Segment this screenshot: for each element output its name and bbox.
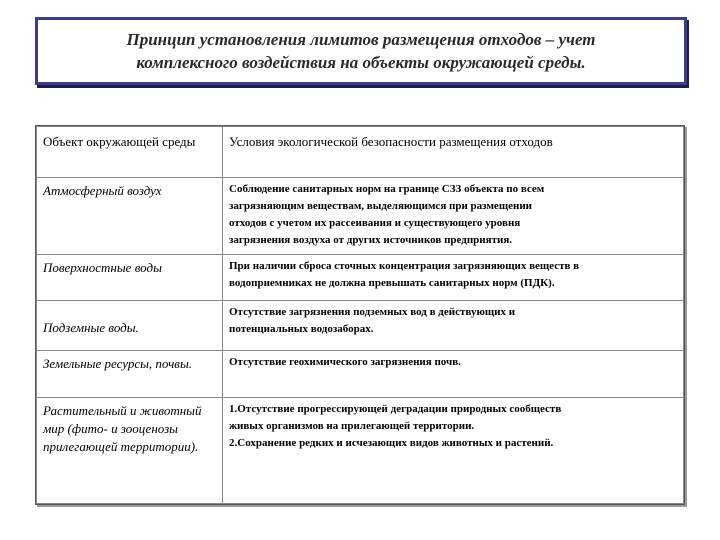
row-conditions bbox=[223, 351, 684, 398]
table-row bbox=[37, 178, 684, 255]
condition-line: загрязнения воздуха от других источников предприятия. bbox=[229, 234, 513, 246]
condition-line: живых организмов на прилегающей территории. bbox=[229, 420, 475, 432]
row-object: Земельные ресурсы, почвы. bbox=[37, 351, 223, 398]
slide-title-box bbox=[35, 17, 687, 85]
row-conditions bbox=[223, 178, 684, 255]
row-object: Поверхностные воды bbox=[37, 255, 223, 301]
row-object: Атмосферный воздух bbox=[37, 178, 223, 255]
condition-line: водоприемниках не должна превышать санитарных норм (ПДК). bbox=[229, 277, 555, 289]
table-row bbox=[37, 351, 684, 398]
table-row bbox=[37, 255, 684, 301]
table-row bbox=[37, 398, 684, 504]
condition-line: загрязняющим веществам, выделяющимся при размещении bbox=[229, 200, 532, 212]
header-conditions: Условия экологической безопасности размещения отходов bbox=[223, 127, 684, 178]
condition-line: При наличии сброса сточных концентрация загрязняющих веществ в bbox=[229, 260, 580, 272]
row-object: Подземные воды. bbox=[37, 301, 223, 351]
condition-line: 1.Отсутствие прогрессирующей деградации природных сообществ bbox=[229, 403, 562, 415]
row-object: Растительный и животный мир (фито- и зооценозы прилегающей территории). bbox=[37, 398, 223, 504]
row-conditions bbox=[223, 255, 684, 301]
header-object: Объект окружающей среды bbox=[37, 127, 223, 178]
condition-line: 2.Сохранение редких и исчезающих видов животных и растений. bbox=[229, 437, 554, 449]
row-conditions bbox=[223, 398, 684, 504]
table-header-row bbox=[37, 127, 684, 178]
condition-line: Отсутствие загрязнения подземных вод в действующих и bbox=[229, 306, 516, 318]
table-row bbox=[37, 301, 684, 351]
slide-title-line-1: Принцип установления лимитов размещения отходов – учет bbox=[126, 30, 596, 49]
slide-title-line-2: комплексного воздействия на объекты окружающей среды. bbox=[136, 53, 586, 72]
condition-line: Соблюдение санитарных норм на границе СЗЗ объекта по всем bbox=[229, 183, 545, 195]
row-conditions bbox=[223, 301, 684, 351]
condition-line: Отсутствие геохимического загрязнения почв. bbox=[229, 356, 461, 368]
condition-line: потенциальных водозаборах. bbox=[229, 323, 374, 335]
conditions-table bbox=[35, 125, 685, 505]
condition-line: отходов с учетом их рассеивания и существующего уровня bbox=[229, 217, 521, 229]
